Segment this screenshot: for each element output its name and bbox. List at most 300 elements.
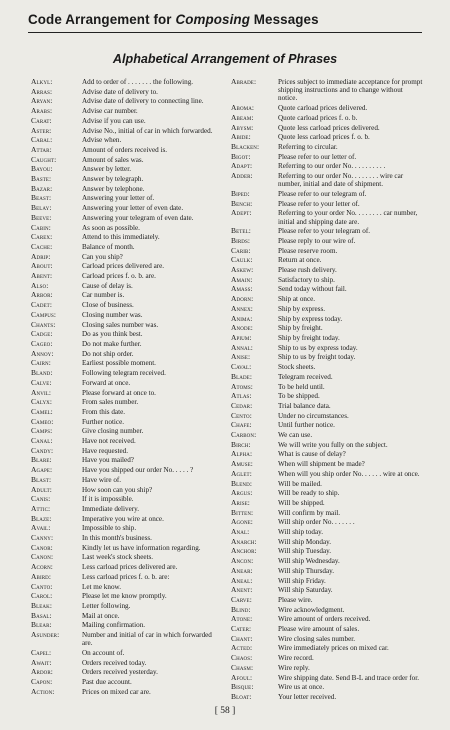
phrase-entry	[31, 437, 221, 445]
phrase-entry	[31, 78, 221, 86]
phrase-entry	[231, 547, 423, 555]
phrase-entry	[31, 350, 221, 358]
phrase-text: When will shipment be made?	[278, 460, 365, 469]
phrase-text: Please rush delivery.	[278, 266, 337, 275]
phrase-entry	[231, 635, 423, 643]
phrase-entry	[231, 295, 423, 303]
code-word: Camel:	[31, 406, 53, 416]
phrase-entry	[231, 557, 423, 565]
code-word: Capon:	[31, 677, 53, 687]
phrase-text: Wire record.	[278, 654, 314, 663]
code-word: Aboma:	[231, 103, 255, 113]
phrase-text: Ship by express.	[278, 304, 326, 313]
code-word: Baste:	[31, 174, 52, 184]
code-word: Aneal:	[231, 575, 253, 585]
phrase-entry	[231, 133, 423, 141]
phrase-entry	[231, 674, 423, 682]
phrase-text: Satisfactory to ship.	[278, 275, 335, 284]
phrase-entry	[231, 247, 423, 255]
code-word: Arras:	[31, 86, 53, 96]
code-word: Capel:	[31, 647, 52, 657]
phrase-entry	[231, 596, 423, 604]
phrase-text: Close of business.	[82, 301, 134, 310]
phrase-entry	[231, 480, 423, 488]
phrase-text: How soon can you ship?	[82, 485, 153, 494]
phrase-entry	[231, 200, 423, 208]
code-word: Afoul:	[231, 672, 253, 682]
phrase-entry	[231, 664, 423, 672]
code-word: Chants:	[31, 319, 56, 329]
phrase-entry	[231, 431, 423, 439]
phrase-text: Wire acknowledgment.	[278, 605, 345, 614]
phrase-text: Please refer to our letter of.	[278, 152, 357, 161]
code-word: Caulk:	[231, 255, 253, 265]
code-word: Also:	[31, 280, 49, 290]
phrase-entry	[231, 237, 423, 245]
phrase-text: Quote less carload prices delivered.	[278, 123, 380, 132]
phrase-entry	[31, 602, 221, 610]
phrase-text: Trial balance data.	[278, 401, 331, 410]
phrase-entry	[31, 272, 221, 280]
phrase-entry	[31, 127, 221, 135]
phrase-entry	[231, 402, 423, 410]
phrase-text: As soon as possible.	[82, 223, 140, 232]
phrase-text: Ship at once.	[278, 295, 316, 304]
code-word: Canon:	[31, 552, 54, 562]
code-word: Await:	[31, 657, 52, 667]
phrase-entry	[231, 606, 423, 614]
page-number: [ 58 ]	[214, 706, 236, 716]
code-word: Betel:	[231, 226, 251, 236]
phrase-text: Answer by letter.	[82, 165, 131, 174]
phrase-entry	[31, 649, 221, 657]
phrase-entry	[31, 573, 221, 581]
code-word: Camps:	[31, 426, 53, 436]
phrase-text: Please refer to your telegram of.	[278, 227, 370, 236]
code-word: Arbor:	[31, 290, 53, 300]
phrase-entry	[31, 592, 221, 600]
phrase-text: Telegram received.	[278, 372, 333, 381]
code-word: Calyx:	[31, 397, 53, 407]
phrase-entry	[31, 146, 221, 154]
code-word: Carex:	[31, 232, 53, 242]
phrase-entry	[31, 678, 221, 686]
phrase-entry	[31, 340, 221, 348]
phrase-text: Mail at once.	[82, 611, 120, 620]
code-word: Canny:	[31, 533, 54, 543]
phrase-entry	[231, 153, 423, 161]
code-word: Belay:	[31, 203, 52, 213]
phrase-entry	[231, 499, 423, 507]
phrase-entry	[31, 389, 221, 397]
code-word: Asunder:	[31, 630, 60, 640]
phrase-text: Please refer to your letter of.	[278, 199, 360, 208]
phrase-text: Will ship order No. . . . . . .	[278, 518, 355, 527]
code-word: Campus:	[31, 309, 57, 319]
phrase-entry	[231, 489, 423, 497]
phrase-entry	[31, 301, 221, 309]
code-word: Adrip:	[31, 251, 51, 261]
phrase-entry	[31, 185, 221, 193]
code-word: Chant:	[231, 633, 253, 643]
phrase-entry	[31, 359, 221, 367]
phrase-entry	[231, 334, 423, 342]
phrase-text: Quote less carload prices f. o. b.	[278, 133, 370, 142]
phrase-entry	[31, 505, 221, 513]
phrase-text: We can use.	[278, 431, 313, 440]
phrase-entry	[231, 315, 423, 323]
phrase-text: Have wire of.	[82, 475, 122, 484]
phrase-entry	[231, 528, 423, 536]
code-word: Annex:	[231, 303, 253, 313]
phrase-text: Will be mailed.	[278, 479, 322, 488]
code-word: Anarch:	[231, 536, 257, 546]
code-word: Apium:	[231, 332, 252, 342]
phrase-text: Attend to this immediately.	[82, 233, 160, 242]
phrase-text: Wire reply.	[278, 663, 310, 672]
phrase-entry	[31, 224, 221, 232]
phrase-text: To be held until.	[278, 382, 325, 391]
code-word: Amuse:	[231, 459, 253, 469]
phrase-text: Please wire.	[278, 595, 313, 604]
phrase-entry	[231, 124, 423, 132]
phrase-text: From this date.	[82, 407, 126, 416]
phrase-entry	[31, 659, 221, 667]
code-word: Arabs:	[31, 106, 53, 116]
code-word: Bench:	[231, 198, 253, 208]
phrase-text: Orders received today.	[82, 658, 147, 667]
code-word: Aryan:	[31, 96, 53, 106]
code-word: Agone:	[231, 517, 253, 527]
phrase-entry	[31, 204, 221, 212]
phrase-text: Wire shipping date. Send B-L and trace order for.	[278, 673, 420, 682]
phrase-text: Last week's stock sheets.	[82, 553, 154, 562]
phrase-entry	[31, 515, 221, 523]
code-word: Action:	[31, 686, 55, 696]
phrase-text: Earliest possible moment.	[82, 359, 156, 368]
code-word: Abird:	[31, 571, 52, 581]
phrase-entry	[231, 412, 423, 420]
code-word: Atoms:	[231, 381, 253, 391]
phrase-entry	[231, 78, 423, 103]
phrase-text: Car number is.	[82, 291, 125, 300]
phrase-entry	[31, 553, 221, 561]
phrase-text: On account of.	[82, 648, 125, 657]
phrase-text: Can you ship?	[82, 252, 123, 261]
code-word: Attar:	[31, 144, 52, 154]
phrase-entry	[31, 88, 221, 96]
phrase-text: Advise when.	[82, 136, 122, 145]
phrase-entry	[231, 509, 423, 517]
phrase-text: Ship to us by express today.	[278, 343, 358, 352]
code-word: Anal:	[231, 527, 250, 537]
code-word: Aglet:	[231, 468, 252, 478]
phrase-entry	[231, 363, 423, 371]
phrase-text: Give closing number.	[82, 427, 144, 436]
code-word: About:	[31, 261, 53, 271]
code-word: Canis:	[31, 494, 51, 504]
phrase-entry	[231, 104, 423, 112]
phrase-text: Wire us at once.	[278, 683, 325, 692]
code-word: Blind:	[231, 604, 251, 614]
phrase-text: Stock sheets.	[278, 363, 316, 372]
phrase-entry	[31, 165, 221, 173]
phrase-text: Following telegram received.	[82, 369, 166, 378]
phrase-entry	[31, 668, 221, 676]
phrase-text: Carload prices delivered are.	[82, 262, 165, 271]
phrase-text: What is cause of delay?	[278, 450, 346, 459]
code-word: Abide:	[231, 132, 251, 142]
code-word: Cater:	[231, 624, 252, 634]
code-word: Annal:	[231, 342, 253, 352]
code-word: Atlas:	[231, 391, 252, 401]
phrase-entry	[31, 233, 221, 241]
code-word: Canor:	[31, 542, 53, 552]
phrase-text: Wire immediately prices on mixed car.	[278, 644, 389, 653]
phrase-entry	[231, 693, 423, 701]
phrase-entry	[31, 408, 221, 416]
phrase-entry	[231, 324, 423, 332]
phrase-entry	[231, 209, 423, 225]
phrase-text: Please reply to our wire of.	[278, 236, 356, 245]
phrase-text: Ship by freight.	[278, 324, 323, 333]
code-word: Arise:	[231, 497, 250, 507]
code-word: Agape:	[31, 465, 53, 475]
phrase-entry	[31, 466, 221, 474]
phrase-text: Number and initial of car in which forwarded are.	[82, 631, 212, 648]
phrase-entry	[31, 544, 221, 552]
header-prefix: Code Arrangement for	[28, 12, 176, 27]
code-word: Birch:	[231, 439, 251, 449]
code-word: Carol:	[31, 591, 53, 601]
phrase-text: Will ship Wednesday.	[278, 557, 340, 566]
phrase-text: Referring to your order No. . . . . . . . car number, initial and shipping date are.	[278, 209, 418, 226]
phrase-entry	[231, 276, 423, 284]
code-word: Blast:	[31, 474, 52, 484]
code-word: Blacken:	[231, 141, 260, 151]
code-word: Bigot:	[231, 151, 251, 161]
phrase-text: Closing sales number was.	[82, 320, 159, 329]
code-word: Candy:	[31, 445, 54, 455]
phrase-text: Ship by freight today.	[278, 333, 340, 342]
phrase-entry	[231, 256, 423, 264]
phrase-text: Will ship Monday.	[278, 537, 331, 546]
phrase-text: Advise if you can use.	[82, 116, 146, 125]
phrase-text: Referring to circular.	[278, 142, 338, 151]
code-word: Biped:	[231, 188, 250, 198]
phrase-text: Do as you think best.	[82, 330, 143, 339]
code-word: Atone:	[231, 614, 253, 624]
code-word: Blade:	[231, 371, 253, 381]
phrase-entry	[31, 418, 221, 426]
phrase-text: Forward at once.	[82, 378, 131, 387]
phrase-text: Advise No., initial of car in which forwarded.	[82, 126, 213, 135]
code-word: Adder:	[231, 171, 253, 181]
phrase-text: Wire amount of orders received.	[278, 615, 371, 624]
code-word: Bazar:	[31, 183, 53, 193]
phrase-text: Your letter received.	[278, 693, 337, 701]
phrase-text: Prices subject to immediate acceptance for prompt shipping instructions and to change without notice.	[278, 78, 423, 103]
right-phrase-column	[231, 78, 423, 703]
phrase-entry	[31, 688, 221, 696]
phrase-entry	[31, 214, 221, 222]
phrase-text: Advise date of delivery to.	[82, 87, 158, 96]
code-word: Cadet:	[31, 300, 53, 310]
code-word: Adorn:	[231, 294, 254, 304]
phrase-text: Ship by express today.	[278, 314, 343, 323]
phrase-text: Amount of orders received is.	[82, 145, 168, 154]
code-word: Cedar:	[231, 400, 253, 410]
code-word: Beast:	[31, 193, 52, 203]
header-italic-word: Composing	[175, 12, 250, 27]
phrase-entry	[31, 476, 221, 484]
section-subtitle: Alphabetical Arrangement of Phrases	[112, 52, 338, 66]
phrase-entry	[231, 450, 423, 458]
code-word: Anima:	[231, 313, 253, 323]
code-word: Carat:	[31, 115, 52, 125]
phrase-text: Letter following.	[82, 601, 131, 610]
phrase-entry	[31, 398, 221, 406]
phrase-text: In this month's business.	[82, 534, 152, 543]
phrase-entry	[31, 612, 221, 620]
phrase-entry	[31, 117, 221, 125]
phrase-text: Wire closing sales number.	[278, 634, 356, 643]
code-word: Chafe:	[231, 420, 252, 430]
header-suffix: Messages	[249, 12, 319, 27]
phrase-entry	[231, 305, 423, 313]
phrase-entry	[31, 243, 221, 251]
phrase-entry	[31, 262, 221, 270]
code-word: Calve:	[31, 377, 52, 387]
code-word: Anvil:	[31, 387, 52, 397]
phrase-entry	[231, 114, 423, 122]
code-word: Anise:	[231, 352, 251, 362]
phrase-entry	[31, 369, 221, 377]
phrase-text: Do not ship order.	[82, 349, 134, 358]
phrase-text: Let me know.	[82, 582, 121, 591]
phrase-text: Advise car number.	[82, 107, 138, 116]
code-word: Blare:	[31, 455, 52, 465]
phrase-text: Please refer to our telegram of.	[278, 189, 367, 198]
phrase-text: Prices on mixed car are.	[82, 687, 151, 696]
phrase-text: When will you ship order No. . . . . . wire at once.	[278, 469, 420, 478]
phrase-text: Quote carload prices delivered.	[278, 104, 368, 113]
code-word: Adult:	[31, 484, 52, 494]
code-word: Blend:	[231, 478, 253, 488]
phrase-text: Imperative you wire at once.	[82, 514, 164, 523]
phrase-entry	[31, 291, 221, 299]
code-word: Caval:	[231, 362, 252, 372]
phrase-text: Please forward at once to.	[82, 388, 156, 397]
phrase-text: To be shipped.	[278, 392, 320, 401]
phrase-entry	[31, 379, 221, 387]
phrase-entry	[231, 285, 423, 293]
code-word: Acted:	[231, 643, 253, 653]
phrase-entry	[31, 534, 221, 542]
code-word: Cache:	[31, 241, 53, 251]
phrase-text: Have you mailed?	[82, 456, 134, 465]
code-word: Abrade:	[231, 77, 257, 86]
code-word: Abysm:	[231, 122, 254, 132]
code-word: Amass:	[231, 284, 253, 294]
phrase-text: Mailing confirmation.	[82, 621, 146, 630]
phrase-text: If it is impossible.	[82, 495, 134, 504]
phrase-text: Referring to our order No. . . . . . . . . .	[278, 162, 386, 171]
phrase-text: Return at once.	[278, 256, 322, 265]
phrase-text: Further notice.	[82, 417, 125, 426]
phrase-entry	[31, 563, 221, 571]
phrase-text: Will be shipped.	[278, 498, 325, 507]
phrase-text: Have not received.	[82, 437, 136, 446]
phrase-entry	[31, 282, 221, 290]
phrase-text: Have requested.	[82, 446, 128, 455]
code-word: Anode:	[231, 323, 253, 333]
code-word: Ardor:	[31, 667, 53, 677]
code-word: Bloat:	[231, 692, 252, 701]
phrase-text: Have you shipped our order No. . . . . ?	[82, 466, 194, 475]
phrase-text: Will ship Thursday.	[278, 566, 335, 575]
code-word: Blear:	[31, 620, 52, 630]
phrase-entry	[231, 577, 423, 585]
code-word: Annoy:	[31, 348, 54, 358]
code-word: Cento:	[231, 410, 252, 420]
phrase-entry	[231, 470, 423, 478]
phrase-entry	[231, 644, 423, 652]
phrase-entry	[231, 227, 423, 235]
phrase-entry	[231, 421, 423, 429]
code-word: Bisque:	[231, 682, 254, 692]
code-word: Anent:	[231, 585, 253, 595]
phrase-entry	[231, 392, 423, 400]
code-word: Basal:	[31, 610, 52, 620]
code-word: Acorn:	[31, 562, 53, 572]
phrase-entry	[231, 683, 423, 691]
code-word: Chaos:	[231, 653, 253, 663]
phrase-text: Will ship Friday.	[278, 576, 326, 585]
phrase-entry	[31, 321, 221, 329]
phrase-entry	[231, 383, 423, 391]
phrase-text: Will be ready to ship.	[278, 489, 340, 498]
phrase-text: Will ship Saturday.	[278, 586, 333, 595]
code-word: Askew:	[231, 265, 254, 275]
code-word: Canto:	[31, 581, 53, 591]
phrase-entry	[31, 175, 221, 183]
phrase-text: Balance of month.	[82, 242, 135, 251]
phrase-text: Past due account.	[82, 678, 132, 687]
code-word: Aster:	[31, 125, 52, 135]
phrase-entry	[231, 538, 423, 546]
phrase-text: Answering your letter of even date.	[82, 204, 184, 213]
phrase-text: Send today without fail.	[278, 285, 347, 294]
code-word: Alpha:	[231, 449, 253, 459]
phrase-text: Will confirm by mail.	[278, 508, 340, 517]
code-word: Cabal:	[31, 135, 53, 145]
code-word: Blaze:	[31, 513, 52, 523]
header-rule	[28, 32, 422, 33]
code-word: Cairn:	[31, 358, 51, 368]
phrase-text: Less carload prices delivered are.	[82, 563, 178, 572]
phrase-entry	[31, 253, 221, 261]
phrase-entry	[231, 344, 423, 352]
phrase-entry	[31, 330, 221, 338]
phrase-text: We will write you fully on the subject.	[278, 440, 388, 449]
phrase-entry	[231, 162, 423, 170]
phrase-text: Quote carload prices f. o. b.	[278, 113, 358, 122]
phrase-entry	[231, 654, 423, 662]
phrase-entry	[31, 524, 221, 532]
phrase-text: Will ship today.	[278, 528, 324, 537]
code-word: Abeam:	[231, 112, 254, 122]
